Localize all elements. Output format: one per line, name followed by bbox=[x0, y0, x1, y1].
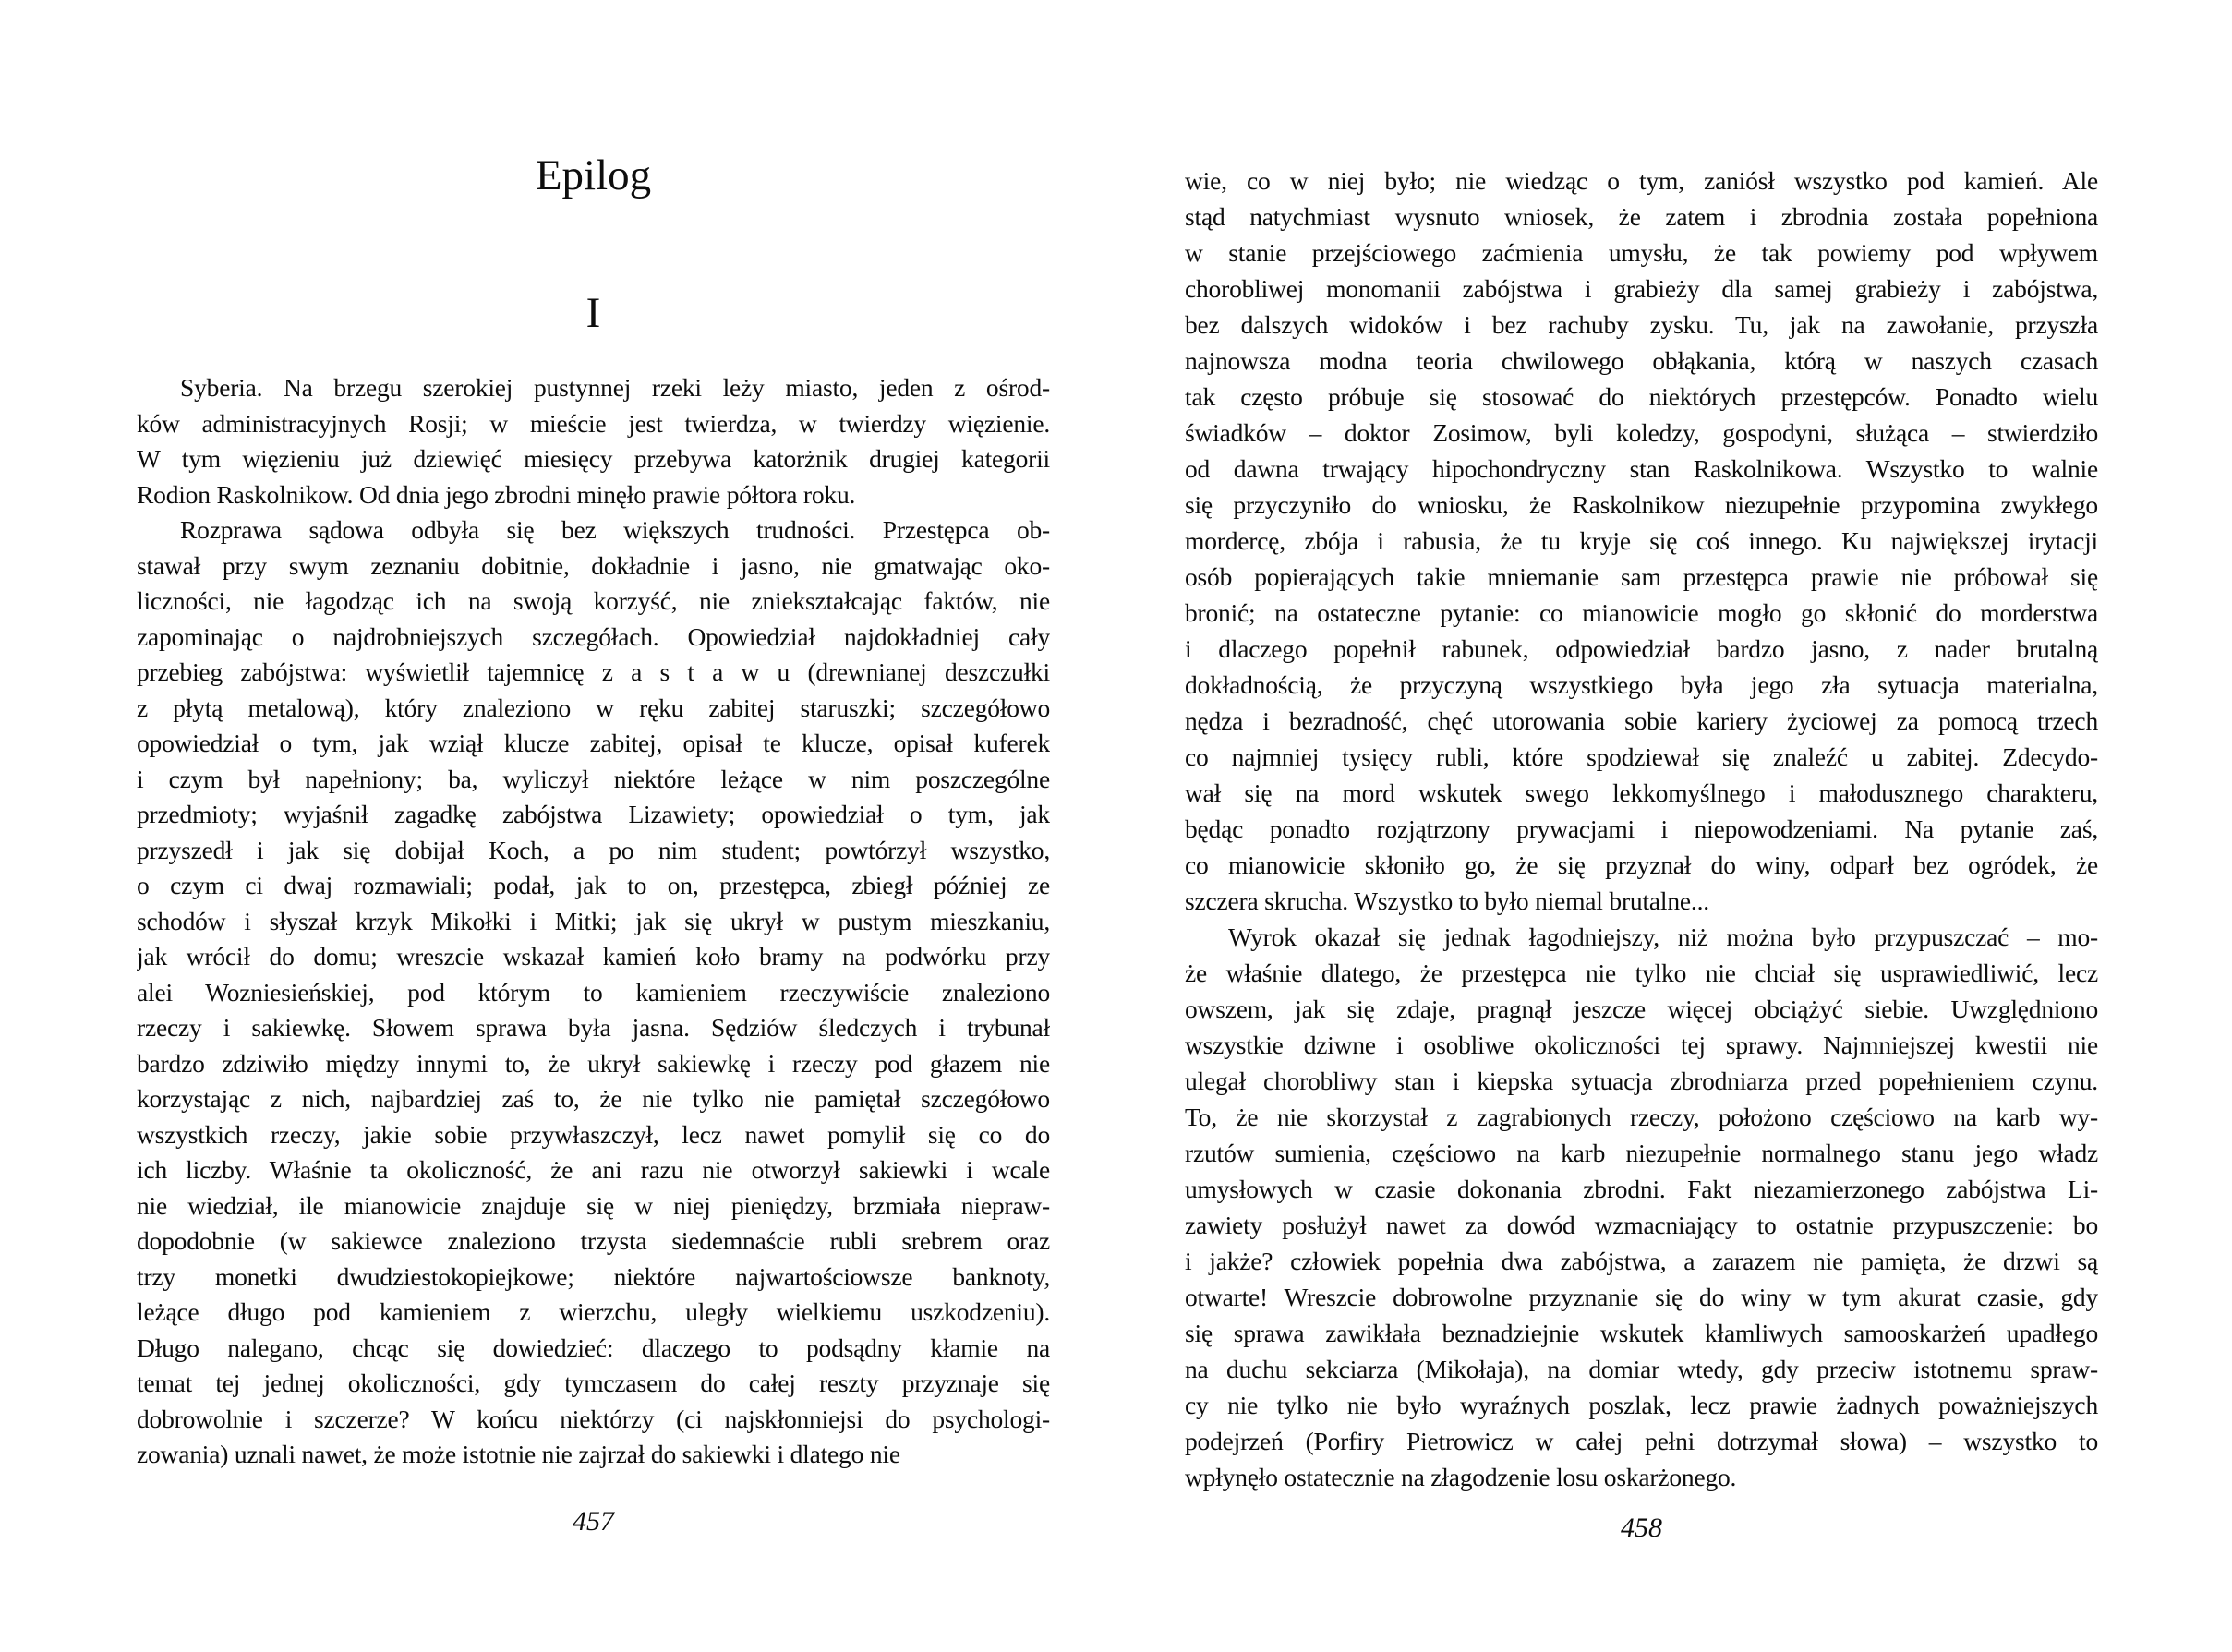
text-line: i jakże? człowiek popełnia dwa zabójstwa, a zarazem nie pamięta, że drzwi są bbox=[1185, 1247, 2098, 1275]
text-line: cy nie tylko nie było wyraźnych poszlak, lecz prawie żadnych poważniejszych bbox=[1185, 1391, 2098, 1419]
page-right bbox=[1185, 0, 2098, 1652]
text-line: trzy monetki dwudziestokopiejkowe; niektóre najwartościowsze banknoty, bbox=[137, 1261, 1050, 1291]
text-line: W tym więzieniu już dziewięć miesięcy przebywa katorżnik drugiej kategorii bbox=[137, 444, 1050, 473]
paragraph bbox=[1185, 919, 2098, 1495]
text-line: świadków – doktor Zosimow, byli koledzy, gospodyni, służąca – stwierdziło bbox=[1185, 418, 2098, 447]
text-line: ków administracyjnych Rosji; w mieście jest twierdza, w twierdzy więzienie. bbox=[137, 408, 1050, 438]
text-line: wał się na mord wskutek swego lekkomyślnego i małodusznego charakteru, bbox=[1185, 778, 2098, 807]
text-line: zawiety posłużył nawet za dowód wzmacniający to ostatnie przypuszczenie: bo bbox=[1185, 1211, 2098, 1239]
text-line: mordercę, zbója i rabusia, że tu kryje się coś innego. Ku największej irytacji bbox=[1185, 526, 2098, 555]
text-line: jak wrócił do domu; wreszcie wskazał kamień koło bramy na podwórku przy bbox=[137, 942, 1050, 971]
text-line: dobrowolnie i szczerze? W końcu niektórzy (ci najskłonniejsi do psychologi- bbox=[137, 1404, 1050, 1433]
text-line: chorobliwej monomanii zabójstwa i grabieży dla samej grabieży i zabójstwa, bbox=[1185, 274, 2098, 303]
text-line: na duchu sekciarza (Mikołaja), na domiar wtedy, gdy przeciw istotnemu spraw- bbox=[1185, 1355, 2098, 1383]
paragraph bbox=[137, 512, 1050, 1473]
text-line: co mianowicie skłoniło go, że się przyznał do winy, odparł bez ogródek, że bbox=[1185, 850, 2098, 879]
text-line: umysłowych w czasie dokonania zbrodni. Fakt niezamierzonego zabójstwa Li- bbox=[1185, 1175, 2098, 1203]
text-line: owszem, jak się zdaje, pragnął jeszcze więcej obciążyć siebie. Uwzględniono bbox=[1185, 995, 2098, 1023]
text-line: najnowsza modna teoria chwilowego obłąkania, którą w naszych czasach bbox=[1185, 346, 2098, 375]
text-line: wszystkie dziwne i osobliwe okoliczności tej sprawy. Najmniejszej kwestii nie bbox=[1185, 1031, 2098, 1059]
text-line: opowiedział o tym, jak wziął klucze zabitej, opisał te klucze, opisał kuferek bbox=[137, 729, 1050, 757]
paragraph bbox=[1185, 163, 2098, 919]
text-line: alei Wozniesieńskiej, pod którym to kamieniem rzeczywiście znaleziono bbox=[137, 977, 1050, 1007]
text-line: otwarte! Wreszcie dobrowolne przyznanie się do winy w tym akurat czasie, gdy bbox=[1185, 1283, 2098, 1311]
text-line: i dlaczego popełnił rabunek, odpowiedział bardzo jasno, z nader brutalną bbox=[1185, 634, 2098, 663]
text-line: Wyrok okazał się jednak łagodniejszy, niż można było przypuszczać – mo- bbox=[1228, 922, 2098, 951]
text-line: przedmioty; wyjaśnił zagadkę zabójstwa Lizawiety; opowiedział o tym, jak bbox=[137, 800, 1050, 828]
text-line: bez dalszych widoków i bez rachuby zysku. Tu, jak na zawołanie, przyszła bbox=[1185, 310, 2098, 339]
text-line: temat tej jednej okoliczności, gdy tymczasem do całej reszty przyznaje się bbox=[137, 1369, 1050, 1397]
paragraph bbox=[137, 370, 1050, 512]
text-line: o czym ci dwaj rozmawiali; podał, jak to on, przestępca, zbiegł później ze bbox=[137, 871, 1050, 899]
text-line: się sprawa zawikłała beznadziejnie wskutek kłamliwych samooskarżeń upadłego bbox=[1185, 1319, 2098, 1347]
text-line: będąc ponadto rozjątrzony prywacjami i niepowodzeniami. Na pytanie zaś, bbox=[1185, 814, 2098, 843]
text-line: szczera skrucha. Wszystko to było niemal brutalne... bbox=[1185, 886, 1709, 915]
text-line: schodów i słyszał krzyk Mikołki i Mitki; jak się ukrył w pustym mieszkaniu, bbox=[137, 906, 1050, 935]
page-body-right bbox=[1185, 163, 2098, 1495]
text-line: podejrzeń (Porfiry Pietrowicz w całej pełni dotrzymał słowa) – wszystko to bbox=[1185, 1427, 2098, 1455]
text-line: nie wiedział, ile mianowicie znajduje się w niej pieniędzy, brzmiała niepraw- bbox=[137, 1190, 1050, 1220]
text-line: i czym był napełniony; ba, wyliczył niektóre leżące w nim poszczególne bbox=[137, 764, 1050, 793]
text-line: wpłynęło ostatecznie na złagodzenie losu oskarżonego. bbox=[1185, 1463, 1737, 1491]
text-line: dopodobnie (w sakiewce znaleziono trzysta siedemnaście rubli srebrem oraz bbox=[137, 1226, 1050, 1255]
text-line: z płytą metalową), który znaleziono w ręku zabitej staruszki; szczegółowo bbox=[137, 693, 1050, 722]
text-line: w stanie przejściowego zaćmienia umysłu, że tak powiemy pod wpływem bbox=[1185, 238, 2098, 267]
section-number: I bbox=[585, 289, 601, 337]
text-line: Długo nalegano, chcąc się dowiedzieć: dlaczego to podsądny kłamie na bbox=[137, 1332, 1050, 1362]
text-line: zowania) uznali nawet, że może istotnie nie zajrzał do sakiewki i dlatego nie bbox=[137, 1440, 900, 1468]
text-line: od dawna trwający hipochondryczny stan Raskolnikowa. Wszystko to walnie bbox=[1185, 454, 2098, 483]
text-line: bardzo zdziwiło między innymi to, że ukrył sakiewkę i rzeczy pod głazem nie bbox=[137, 1048, 1050, 1078]
text-line: wie, co w niej było; nie wiedząc o tym, zaniósł wszystko pod kamień. Ale bbox=[1185, 166, 2098, 195]
text-line: Rozprawa sądowa odbyła się bez większych trudności. Przestępca ob- bbox=[180, 515, 1050, 544]
text-line: zapominając o najdrobniejszych szczegółach. Opowiedział najdokładniej cały bbox=[137, 621, 1050, 651]
page-number: 458 bbox=[1621, 1513, 1662, 1543]
text-line: korzystając z nich, najbardziej zaś to, że nie tylko nie pamiętał szczegółowo bbox=[137, 1084, 1050, 1113]
text-line: wszystkich rzeczy, jakie sobie przywłaszczył, lecz nawet pomylił się co do bbox=[137, 1119, 1050, 1149]
text-line: stąd natychmiast wysnuto wniosek, że zatem i zbrodnia została popełniona bbox=[1185, 202, 2098, 231]
chapter-title: Epilog bbox=[535, 151, 652, 199]
text-line: ich liczby. Właśnie ta okoliczność, że ani razu nie otworzył sakiewki i wcale bbox=[137, 1155, 1050, 1184]
text-line: rzutów sumienia, częściowo na karb niezupełnie normalnego stanu jego władz bbox=[1185, 1139, 2098, 1167]
text-line: co najmniej tysięcy rubli, które spodziewał się znaleźć u zabitej. Zdecydo- bbox=[1185, 742, 2098, 771]
text-line: osób popierających takie mniemanie sam przestępca prawie nie próbował się bbox=[1185, 562, 2098, 591]
text-line: się przyczyniło do wniosku, że Raskolnikow niezupełnie przypomina zwykłego bbox=[1185, 490, 2098, 519]
text-line: stawał przy swym zeznaniu dobitnie, dokładnie i jasno, nie gmatwając oko- bbox=[137, 550, 1050, 580]
text-line: To, że nie skorzystał z zagrabionych rzeczy, położono częściowo na karb wy- bbox=[1185, 1103, 2098, 1131]
text-line: rzeczy i sakiewkę. Słowem sprawa była jasna. Sędziów śledczych i trybunał bbox=[137, 1013, 1050, 1042]
text-line: przyszedł i jak się dobijał Koch, a po nim student; powtórzył wszystko, bbox=[137, 835, 1050, 864]
text-line: przebieg zabójstwa: wyświetlił tajemnicę z a s t a w u (drewnianej deszczułki bbox=[137, 657, 1050, 686]
text-line: bronić; na ostateczne pytanie: co mianowicie mogło go skłonić do morderstwa bbox=[1185, 598, 2098, 627]
text-line: leżące długo pod kamieniem z wierzchu, uległy wielkiemu uszkodzeniu). bbox=[137, 1297, 1050, 1326]
text-line: tak często próbuje się stosować do niektórych przestępców. Ponadto wielu bbox=[1185, 382, 2098, 411]
text-line: ulegał chorobliwy stan i kiepska sytuacja zbrodniarza przed popełnieniem czynu. bbox=[1185, 1067, 2098, 1095]
page-body-left bbox=[137, 370, 1050, 1473]
text-line: liczności, nie łagodząc ich na swoją korzyść, nie zniekształcając faktów, nie bbox=[137, 586, 1050, 615]
text-line: nędza i bezradność, chęć utorowania sobie kariery życiowej za pomocą trzech bbox=[1185, 706, 2098, 735]
text-line: dokładnością, że przyczyną wszystkiego była jego zła sytuacja materialna, bbox=[1185, 670, 2098, 699]
page-number: 457 bbox=[573, 1506, 614, 1537]
text-line: Rodion Raskolnikow. Od dnia jego zbrodni minęło prawie półtora roku. bbox=[137, 479, 856, 509]
page-left bbox=[137, 0, 1050, 1652]
text-line: Syberia. Na brzegu szerokiej pustynnej rzeki leży miasto, jeden z ośrod- bbox=[180, 373, 1050, 402]
text-line: że właśnie dlatego, że przestępca nie tylko nie chciał się usprawiedliwić, lecz bbox=[1185, 959, 2098, 987]
